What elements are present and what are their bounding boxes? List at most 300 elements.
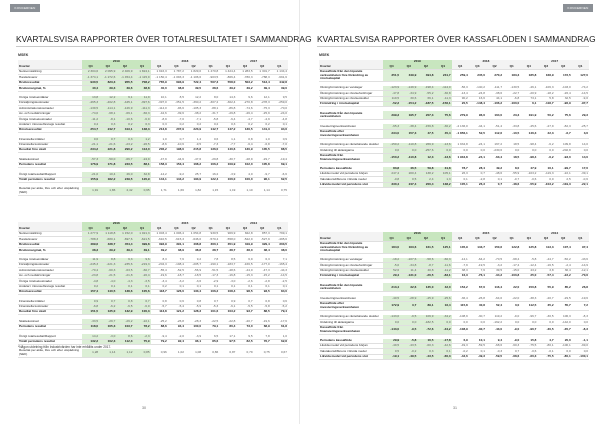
table-cell: -7,0 <box>271 142 288 147</box>
table-cell: -522,9 <box>236 237 253 242</box>
table-cell: 1,71 <box>151 187 168 196</box>
table-cell: 2 409,9 <box>116 70 133 75</box>
table-cell: 47,9 <box>520 167 537 172</box>
table-cell: 330,4 <box>383 182 400 187</box>
table-cell: 1 006,4 <box>168 232 185 237</box>
table-cell: 4,7 <box>537 339 554 344</box>
table-cell: 10,1 <box>469 339 486 344</box>
table-cell: 1 118,8 <box>99 232 116 237</box>
row-label: Kassaflöde från den löpande verksamheten <box>319 283 383 292</box>
table-cell: 503,2 <box>236 80 253 85</box>
table-cell: -96,9 <box>555 101 572 106</box>
table-cell: 270,2 <box>486 70 503 82</box>
quarter-header: Q2 <box>417 64 434 70</box>
table-cell: 9,4 <box>486 339 503 344</box>
table-cell: 8,8 <box>99 258 116 263</box>
table-cell: -44,7 <box>537 258 554 263</box>
table-cell: 22,3 <box>537 129 554 138</box>
table-cell: 329,4 <box>254 242 271 247</box>
table-cell: 0,1 <box>254 284 271 289</box>
table-cell: 38,9 <box>168 248 185 253</box>
table-cell: -2,5 <box>271 279 288 284</box>
table-cell: 0,7 <box>168 137 185 142</box>
table-cell: 0,1 <box>219 284 236 289</box>
table-cell: 103,2 <box>219 310 236 315</box>
table-cell: 42,0 <box>434 283 451 292</box>
table-cell: 392,9 <box>151 242 168 247</box>
table-cell: -42,6 <box>452 354 469 359</box>
table-cell: 0,8 <box>151 299 168 304</box>
table-cell: 1,14 <box>99 349 116 358</box>
row-label: Likvida medel vid periodens slut <box>319 354 383 359</box>
table-cell: 1 787,2 <box>168 70 185 75</box>
table-cell: -44,3 <box>271 268 288 273</box>
row-label: Bruttomarginal, % <box>18 86 82 91</box>
table-cell: -1 106,6 <box>185 75 202 80</box>
table-cell: 909,9 <box>219 232 236 237</box>
table-cell: -110,8 <box>400 153 417 162</box>
unit-label: MSEK <box>18 53 29 57</box>
row-label: Finansiella kostnader <box>18 142 82 147</box>
table-cell: 0,7 <box>503 349 520 354</box>
table-cell: -57,4 <box>537 273 554 278</box>
quarter-header: Q4 <box>520 64 537 70</box>
table-cell: -22,1 <box>133 319 150 324</box>
table-cell: -55,2 <box>417 91 434 96</box>
row-label: Av- och nedskrivningar <box>18 111 82 116</box>
table-cell: 2,4 <box>417 177 434 182</box>
table-cell: -26,8 <box>469 296 486 301</box>
table-cell: 44,1 <box>486 96 503 101</box>
table-cell: 85,6 <box>202 339 219 344</box>
page-number: 31 <box>453 406 457 410</box>
table-cell: -86,8 <box>219 106 236 111</box>
table-cell: 105,1 <box>434 171 451 176</box>
table-cell: 0,0 <box>537 320 554 325</box>
row-label: Ökning/minskning av rörelsefordringar <box>319 263 383 268</box>
table-cell: 121,2 <box>168 310 185 315</box>
table-cell: 0,2 <box>151 284 168 289</box>
table-cell: -100,1 <box>555 343 572 348</box>
table-cell: 135,0 <box>99 310 116 315</box>
table-cell: -17,4 <box>503 263 520 268</box>
table-cell: -154,2 <box>400 101 417 106</box>
table-cell: 0,6 <box>168 299 185 304</box>
table-cell: 234,0 <box>383 129 400 138</box>
table-cell: -142,0 <box>555 320 572 325</box>
table-cell: -34,2 <box>434 325 451 334</box>
table-cell: -82,3 <box>555 124 572 129</box>
table-cell: -131,0 <box>400 273 417 278</box>
table-cell: -68,6 <box>486 343 503 348</box>
table-cell: 67,6 <box>469 283 486 292</box>
row-label: Övriga rörelsekostnader <box>18 279 82 284</box>
table-cell: -1,1 <box>572 339 589 344</box>
table-cell: -2,6 <box>236 279 253 284</box>
table-cell: -49,5 <box>383 343 400 348</box>
table-cell: -97,7 <box>572 101 589 106</box>
table-cell: -42,6 <box>151 111 168 116</box>
table-cell: 8,0 <box>503 167 520 172</box>
table-cell: 1,02 <box>168 349 185 358</box>
table-cell: 247,4 <box>383 171 400 176</box>
table-cell: -22,2 <box>555 273 572 278</box>
table-cell: -20,4 <box>133 273 150 278</box>
table-cell: -4,3 <box>116 279 133 284</box>
table-cell: -166,5 <box>236 262 253 267</box>
table-cell: 122,8 <box>503 242 520 254</box>
table-cell: 0,3 <box>99 122 116 127</box>
table-cell: 399,8 <box>133 242 150 247</box>
table-cell: -47,3 <box>254 268 271 273</box>
table-cell: 88,6 <box>151 324 168 329</box>
table-cell: -6,8 <box>254 142 271 147</box>
table-cell: 25,0 <box>520 273 537 278</box>
table-cell: -14,1 <box>452 258 469 263</box>
table-cell: -44,0 <box>236 268 253 273</box>
table-cell: 319,9 <box>236 242 253 247</box>
table-cell: 489,6 <box>82 242 99 247</box>
table-cell: 567,3 <box>202 80 219 85</box>
table-cell: 161,5 <box>417 242 434 254</box>
table-cell: -66,3 <box>133 111 150 116</box>
table-cell: -257,6 <box>417 148 434 153</box>
year-header: 2016 <box>383 232 452 236</box>
row-label: Periodens kassaflöde <box>319 167 383 172</box>
table-cell: 112,6 <box>486 129 503 138</box>
table-cell: 1,14 <box>254 187 271 196</box>
quarter-header: Q2 <box>555 236 572 242</box>
table-cell: -3,2 <box>168 279 185 284</box>
table-cell: 0,1 <box>434 349 451 354</box>
table-cell: -6,5 <box>116 304 133 309</box>
table-cell: 107,4 <box>555 242 572 254</box>
table-cell: -56,9 <box>185 268 202 273</box>
table-cell: 135,9 <box>452 242 469 254</box>
table-cell: -198,4 <box>168 262 185 267</box>
table-cell: 0,79 <box>236 349 253 358</box>
table-cell: 88,5 <box>254 310 271 315</box>
table-cell: -5,8 <box>254 304 271 309</box>
table-cell: -6,6 <box>271 172 288 177</box>
table-cell: -18,2 <box>537 91 554 96</box>
table-cell: 39,2 <box>99 248 116 253</box>
table-cell: 9,1 <box>116 96 133 101</box>
table-cell: -45,9 <box>417 296 434 301</box>
table-cell: -6,7 <box>555 129 572 138</box>
table-cell: 0,3 <box>417 349 434 354</box>
table-cell: -17,8 <box>434 339 451 344</box>
row-label: Periodens resultat <box>18 324 82 329</box>
table-cell: 1,4 <box>185 137 202 142</box>
table-cell: 4,0 <box>236 172 253 177</box>
table-cell: -29,7 <box>99 319 116 324</box>
table-cell: 68,9 <box>254 324 271 329</box>
table-cell: -114,0 <box>434 86 451 91</box>
table-cell: -70,0 <box>271 106 288 111</box>
quarter-header: Q2 <box>185 64 202 70</box>
table-cell: 7,6 <box>168 258 185 263</box>
table-cell: 38,7 <box>202 248 219 253</box>
table-cell: 1 424,4 <box>219 70 236 75</box>
table-cell: 0,1 <box>99 284 116 289</box>
quarter-header: Q1 <box>503 236 520 242</box>
table-cell: -615,3 <box>168 237 185 242</box>
quarter-header: Q3 <box>537 64 554 70</box>
table-cell: 38,4 <box>254 248 271 253</box>
table-cell: 155,9 <box>82 177 99 182</box>
footnote: *Någon utdelning från Industrivärden har inte erhållits under 2017. <box>18 345 112 349</box>
table-cell: 0,0 <box>503 148 520 153</box>
table-cell: -11,2 <box>434 268 451 273</box>
table-cell: 0,4 <box>82 122 99 127</box>
table-cell: -22,1 <box>555 171 572 176</box>
table-cell: 0,0 <box>520 320 537 325</box>
table-cell: 0,8 <box>236 137 253 142</box>
table-cell: -1 374,1 <box>82 75 99 80</box>
table-cell: -445,1 <box>116 100 133 105</box>
table-cell: 215,8 <box>185 148 202 153</box>
table-cell: 25,7 <box>185 172 202 177</box>
quarter-header: Q1 <box>271 226 288 232</box>
table-cell: 141,3 <box>254 127 271 132</box>
table-cell: 1 824,1 <box>133 70 150 75</box>
table-cell: 112,5 <box>520 301 537 310</box>
page-right <box>307 0 596 424</box>
table-cell: -34,2 <box>434 315 451 320</box>
row-label: Likvida medel vid periodens slut <box>319 182 383 187</box>
year-header: 2017 <box>219 60 288 64</box>
table-cell: -51,4 <box>486 124 503 129</box>
table-cell: 14,2 <box>82 334 99 339</box>
table-cell: -30,2 <box>434 124 451 129</box>
table-cell: 185,8 <box>520 70 537 82</box>
table-cell: -40,5 <box>383 296 400 301</box>
table-cell: -2,3 <box>133 334 150 339</box>
table-cell: 1 934,8 <box>452 143 469 148</box>
table-cell: -96,7 <box>520 315 537 320</box>
table-cell: 0,0 <box>434 320 451 325</box>
table-cell: -72,6 <box>417 325 434 334</box>
table-cell: 3,8 <box>537 268 554 273</box>
table-cell: -99,7 <box>555 167 572 172</box>
table-cell: -198,4 <box>417 86 434 91</box>
table-cell: 1 470,8 <box>202 70 219 75</box>
table-cell: 1,2 <box>133 137 150 142</box>
table-cell: -58,6 <box>417 258 434 263</box>
table-cell: 83,8 <box>383 167 400 172</box>
table-cell: 0,0 <box>555 349 572 354</box>
table-cell: -60,3 <box>417 343 434 348</box>
table-cell: -80,1 <box>537 343 554 348</box>
quarter-header: Q4 <box>383 236 400 242</box>
table-cell: 9,6 <box>236 96 253 101</box>
table-cell: -68,1 <box>99 111 116 116</box>
table-cell: 125,8 <box>520 242 537 254</box>
table-cell: 1,15 <box>202 187 219 196</box>
table-cell: -70,5 <box>486 258 503 263</box>
table-cell: 167,2 <box>486 143 503 148</box>
table-cell: 38,3 <box>452 268 469 273</box>
table-cell: 558,0 <box>219 80 236 85</box>
table-cell: 82,5 <box>236 339 253 344</box>
table-cell: -5,8 <box>202 117 219 122</box>
table-cell: 119,2 <box>486 315 503 320</box>
table-cell: -1 150,4 <box>151 75 168 80</box>
quarter-header: Q1 <box>572 236 589 242</box>
table-cell: 46,5 <box>400 167 417 172</box>
table-cell: 39,0 <box>271 86 288 91</box>
row-label: Ökning/minskning av rörelseskulder <box>319 96 383 101</box>
table-cell: 105,1 <box>452 182 469 187</box>
table-cell: 45,4 <box>434 129 451 138</box>
table-cell: 0,7 <box>99 299 116 304</box>
table-cell: -106,3 <box>537 86 554 91</box>
table-cell: -43,5 <box>400 343 417 348</box>
quarter-header: Q3 <box>400 64 417 70</box>
row-label: Rörelseresultat <box>18 289 82 294</box>
table-cell: -83,1 <box>434 273 451 278</box>
table-cell: 7,1 <box>271 258 288 263</box>
table-cell: 144,2 <box>168 177 185 182</box>
table-cell: -39,1 <box>572 171 589 176</box>
table-cell: 136,0 <box>202 148 219 153</box>
table-cell: -19,1 <box>383 354 400 359</box>
table-cell: -788,3 <box>254 75 271 80</box>
table-cell: -24,1 <box>469 153 486 162</box>
year-header: 2016 <box>82 222 151 226</box>
table-cell: 1,82 <box>185 187 202 196</box>
table-cell: 106,2 <box>202 289 219 294</box>
table-cell: 0,9 <box>271 137 288 142</box>
quarter-header: Q2 <box>486 64 503 70</box>
table-cell: -183,7 <box>219 262 236 267</box>
table-cell: 93,7 <box>236 310 253 315</box>
table-cell: 39,5 <box>486 268 503 273</box>
table-cell: 1,28 <box>82 349 99 358</box>
table-cell: 50,2 <box>537 111 554 120</box>
table-cell: 16,1 <box>537 167 554 172</box>
year-header: 2018 <box>151 60 220 64</box>
table-cell: 176,9 <box>82 162 99 167</box>
table-cell: -27,9 <box>537 124 554 129</box>
table-cell: -5,8 <box>520 258 537 263</box>
table-cell: 32,6 <box>400 283 417 292</box>
table-cell: 0,1 <box>168 284 185 289</box>
table-cell: 0,95 <box>133 187 150 196</box>
table-cell: 0,85 <box>133 349 150 358</box>
table-cell: -50,2 <box>555 258 572 263</box>
row-label: Ökning/minskning av varulager <box>319 86 383 91</box>
table-cell: -397,0 <box>151 100 168 105</box>
table-cell: -6,0 <box>133 304 150 309</box>
row-label: Administrationskostnader <box>18 268 82 273</box>
table-row <box>18 349 288 358</box>
table-cell: -75,3 <box>254 106 271 111</box>
table-cell: -59,5 <box>469 343 486 348</box>
table-cell: 127,0 <box>572 70 589 82</box>
table-cell: -3,6 <box>185 279 202 284</box>
table-cell: -74,2 <box>572 86 589 91</box>
table-cell: -9,5 <box>400 315 417 320</box>
table-cell: -0,2 <box>400 349 417 354</box>
table-cell: 106,2 <box>202 162 219 167</box>
table-cell: -22,5 <box>202 319 219 324</box>
table-cell: 0,1 <box>271 284 288 289</box>
table-cell: 259,4 <box>452 70 469 82</box>
table-row <box>319 283 589 292</box>
table-cell: 100,0 <box>185 324 202 329</box>
table-cell: -165,4 <box>271 262 288 267</box>
row-label: Resultat före skatt <box>18 310 82 315</box>
section-tag: KONCERNEN <box>563 4 593 12</box>
table-cell: 0,0 <box>469 320 486 325</box>
year-header: 2018 <box>452 60 521 64</box>
table-cell: 147,2 <box>219 127 236 132</box>
table-cell: -26,5 <box>133 142 150 147</box>
table-cell: -21,1 <box>82 142 99 147</box>
table-cell: -143,0 <box>383 315 400 320</box>
table-cell: -307,2 <box>202 100 219 105</box>
table-cell: -36,4 <box>452 296 469 301</box>
table-cell: 1 301,7 <box>254 70 271 75</box>
table-cell: -96,6 <box>168 106 185 111</box>
income-table-2017-2019 <box>18 60 288 196</box>
table-cell: -47,6 <box>185 157 202 162</box>
table-cell: -1 115,9 <box>133 75 150 80</box>
table-cell: 1 054,8 <box>185 232 202 237</box>
table-cell: -6,9 <box>133 117 150 122</box>
table-cell: 112,3 <box>116 339 133 344</box>
table-cell: -68,6 <box>503 354 520 359</box>
table-cell: -30,7 <box>219 157 236 162</box>
table-cell: -30,7 <box>469 325 486 334</box>
table-cell: 172,5 <box>555 70 572 82</box>
table-cell: -107,6 <box>400 258 417 263</box>
table-cell: 0,8 <box>116 299 133 304</box>
column-header-label: Kvartal <box>319 236 383 242</box>
table-cell: 0,1 <box>202 284 219 289</box>
table-cell: -0,6 <box>520 349 537 354</box>
table-cell: -5,0 <box>383 263 400 268</box>
table-cell: 93,5 <box>254 289 271 294</box>
row-label: Finansiella kostnader <box>18 304 82 309</box>
quarter-header: Q2 <box>254 64 271 70</box>
table-cell: 150,6 <box>486 242 503 254</box>
table-cell: 0,2 <box>236 122 253 127</box>
table-cell: 122,4 <box>202 177 219 182</box>
row-label: Ökning/minskning av räntebärande skulder <box>319 143 383 148</box>
table-cell: 109,8 <box>555 143 572 148</box>
table-cell: 1 277,9 <box>82 232 99 237</box>
table-cell: 6,5 <box>202 334 219 339</box>
table-cell: 765,9 <box>151 80 168 85</box>
table-cell: -103,0 <box>555 86 572 91</box>
table-cell: 135,0 <box>417 283 434 292</box>
table-cell: 88,1 <box>133 162 150 167</box>
quarter-header: Q1 <box>271 64 288 70</box>
table-cell: 150,8 <box>520 283 537 292</box>
table-row <box>319 182 589 187</box>
table-cell: -2 136,0 <box>452 124 469 129</box>
table-cell: -110,8 <box>400 143 417 148</box>
quarter-header: Q2 <box>555 64 572 70</box>
table-cell: 16,5 <box>417 339 434 344</box>
table-cell: -1 272,6 <box>99 75 116 80</box>
table-cell: 69,1 <box>271 162 288 167</box>
table-cell: -2,8 <box>469 177 486 182</box>
table-cell: 0,0 <box>452 320 469 325</box>
